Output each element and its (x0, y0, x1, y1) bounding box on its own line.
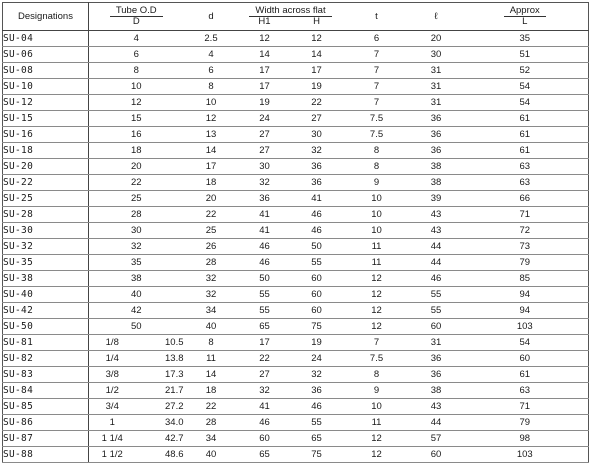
cell-d: 25 (184, 223, 239, 239)
cell-t: 10 (343, 191, 411, 207)
table-row (3, 399, 589, 415)
cell-d: 32 (184, 287, 239, 303)
cell-tube-od-inch: 3/4 (89, 399, 136, 415)
cell-l: 73 (462, 239, 589, 255)
cell-tube-od: 10 (89, 79, 184, 95)
col-d: d (184, 3, 239, 31)
cell-t: 9 (343, 175, 411, 191)
table-row (3, 319, 589, 335)
cell-designation: SU-06 (3, 47, 89, 63)
table-row (3, 351, 589, 367)
cell-ell: 43 (411, 207, 462, 223)
cell-designation: SU-87 (3, 431, 89, 447)
cell-ell: 31 (411, 95, 462, 111)
cell-h1: 65 (239, 319, 291, 335)
cell-ell: 38 (411, 159, 462, 175)
cell-designation: SU-22 (3, 175, 89, 191)
cell-tube-od: 20 (89, 159, 184, 175)
cell-h: 65 (291, 431, 343, 447)
cell-designation: SU-30 (3, 223, 89, 239)
cell-ell: 46 (411, 271, 462, 287)
cell-designation: SU-81 (3, 335, 89, 351)
cell-l: 63 (462, 175, 589, 191)
cell-t: 7 (343, 79, 411, 95)
cell-tube-od-mm: 27.2 (136, 399, 184, 415)
cell-h: 32 (291, 143, 343, 159)
cell-l: 71 (462, 399, 589, 415)
cell-designation: SU-18 (3, 143, 89, 159)
cell-designation: SU-32 (3, 239, 89, 255)
cell-t: 11 (343, 239, 411, 255)
cell-designation: SU-88 (3, 447, 89, 463)
cell-h1: 50 (239, 271, 291, 287)
cell-t: 7 (343, 47, 411, 63)
cell-l: 103 (462, 447, 589, 463)
cell-d: 40 (184, 447, 239, 463)
table-row (3, 63, 589, 79)
cell-designation: SU-35 (3, 255, 89, 271)
cell-tube-od-mm: 13.8 (136, 351, 184, 367)
cell-l: 51 (462, 47, 589, 63)
table-row (3, 127, 589, 143)
cell-tube-od-inch: 1 1/4 (89, 431, 136, 447)
cell-tube-od-inch: 1/8 (89, 335, 136, 351)
cell-designation: SU-15 (3, 111, 89, 127)
cell-d: 4 (184, 47, 239, 63)
cell-t: 12 (343, 447, 411, 463)
cell-h1: 65 (239, 447, 291, 463)
cell-h: 46 (291, 223, 343, 239)
table-row (3, 207, 589, 223)
cell-h: 55 (291, 415, 343, 431)
col-ell: ℓ (411, 3, 462, 31)
cell-designation: SU-25 (3, 191, 89, 207)
cell-h1: 17 (239, 79, 291, 95)
table-row (3, 223, 589, 239)
cell-designation: SU-83 (3, 367, 89, 383)
cell-h1: 41 (239, 399, 291, 415)
cell-designation: SU-20 (3, 159, 89, 175)
cell-ell: 31 (411, 63, 462, 79)
cell-t: 7.5 (343, 127, 411, 143)
cell-l: 71 (462, 207, 589, 223)
cell-d: 11 (184, 351, 239, 367)
col-tube-od-sub: D (89, 17, 184, 31)
cell-l: 63 (462, 159, 589, 175)
cell-d: 10 (184, 95, 239, 111)
cell-l: 79 (462, 255, 589, 271)
cell-l: 54 (462, 95, 589, 111)
cell-tube-od-inch: 1/2 (89, 383, 136, 399)
cell-h1: 41 (239, 207, 291, 223)
cell-h1: 14 (239, 47, 291, 63)
cell-h1: 24 (239, 111, 291, 127)
cell-l: 61 (462, 127, 589, 143)
table-row (3, 159, 589, 175)
cell-tube-od: 15 (89, 111, 184, 127)
cell-ell: 36 (411, 127, 462, 143)
cell-d: 20 (184, 191, 239, 207)
cell-tube-od-mm: 48.6 (136, 447, 184, 463)
cell-h: 36 (291, 175, 343, 191)
cell-h1: 46 (239, 255, 291, 271)
cell-l: 98 (462, 431, 589, 447)
cell-tube-od-mm: 21.7 (136, 383, 184, 399)
cell-h1: 12 (239, 31, 291, 47)
cell-d: 13 (184, 127, 239, 143)
cell-ell: 44 (411, 255, 462, 271)
cell-h: 55 (291, 255, 343, 271)
cell-designation: SU-84 (3, 383, 89, 399)
cell-designation: SU-28 (3, 207, 89, 223)
cell-h: 60 (291, 287, 343, 303)
cell-tube-od: 6 (89, 47, 184, 63)
cell-h1: 46 (239, 239, 291, 255)
table-row (3, 47, 589, 63)
cell-ell: 44 (411, 239, 462, 255)
cell-t: 7 (343, 63, 411, 79)
cell-h: 22 (291, 95, 343, 111)
cell-h1: 30 (239, 159, 291, 175)
cell-h: 24 (291, 351, 343, 367)
cell-ell: 60 (411, 319, 462, 335)
col-approx (462, 3, 589, 18)
cell-tube-od: 12 (89, 95, 184, 111)
cell-h: 36 (291, 383, 343, 399)
col-width-across-flat (239, 3, 343, 18)
cell-ell: 36 (411, 111, 462, 127)
cell-tube-od-mm: 34.0 (136, 415, 184, 431)
cell-h1: 32 (239, 383, 291, 399)
cell-h: 27 (291, 111, 343, 127)
cell-l: 35 (462, 31, 589, 47)
cell-t: 10 (343, 207, 411, 223)
cell-h1: 27 (239, 143, 291, 159)
cell-ell: 55 (411, 287, 462, 303)
cell-ell: 57 (411, 431, 462, 447)
cell-tube-od: 40 (89, 287, 184, 303)
cell-h1: 55 (239, 287, 291, 303)
table-row (3, 191, 589, 207)
cell-l: 72 (462, 223, 589, 239)
cell-h1: 17 (239, 335, 291, 351)
cell-d: 14 (184, 367, 239, 383)
table-row (3, 95, 589, 111)
cell-tube-od: 25 (89, 191, 184, 207)
cell-tube-od: 50 (89, 319, 184, 335)
cell-h: 60 (291, 271, 343, 287)
cell-tube-od-mm: 10.5 (136, 335, 184, 351)
cell-d: 18 (184, 175, 239, 191)
cell-d: 40 (184, 319, 239, 335)
cell-h: 19 (291, 79, 343, 95)
cell-t: 7 (343, 335, 411, 351)
cell-tube-od: 4 (89, 31, 184, 47)
cell-h1: 19 (239, 95, 291, 111)
cell-h: 60 (291, 303, 343, 319)
cell-designation: SU-38 (3, 271, 89, 287)
col-tube-od (89, 3, 184, 18)
cell-l: 54 (462, 335, 589, 351)
cell-h1: 22 (239, 351, 291, 367)
cell-h1: 36 (239, 191, 291, 207)
cell-d: 32 (184, 271, 239, 287)
cell-t: 6 (343, 31, 411, 47)
cell-h1: 32 (239, 175, 291, 191)
table-row (3, 255, 589, 271)
cell-tube-od-inch: 1 (89, 415, 136, 431)
cell-h: 41 (291, 191, 343, 207)
cell-h1: 27 (239, 367, 291, 383)
cell-designation: SU-40 (3, 287, 89, 303)
cell-l: 61 (462, 111, 589, 127)
cell-ell: 60 (411, 447, 462, 463)
cell-ell: 36 (411, 367, 462, 383)
spec-sheet (2, 2, 588, 460)
table-row (3, 415, 589, 431)
cell-h: 14 (291, 47, 343, 63)
cell-ell: 36 (411, 143, 462, 159)
cell-tube-od-mm: 42.7 (136, 431, 184, 447)
col-l: L (462, 17, 589, 31)
table-row (3, 287, 589, 303)
width-across-flat-label: Width across flat (249, 6, 331, 18)
table-row (3, 143, 589, 159)
cell-designation: SU-04 (3, 31, 89, 47)
table-row (3, 431, 589, 447)
cell-tube-od: 18 (89, 143, 184, 159)
cell-ell: 20 (411, 31, 462, 47)
cell-tube-od: 38 (89, 271, 184, 287)
cell-t: 8 (343, 143, 411, 159)
cell-h: 36 (291, 159, 343, 175)
cell-h: 46 (291, 399, 343, 415)
cell-l: 66 (462, 191, 589, 207)
cell-t: 7 (343, 95, 411, 111)
cell-t: 11 (343, 255, 411, 271)
cell-l: 79 (462, 415, 589, 431)
cell-l: 94 (462, 287, 589, 303)
approx-label: Approx (504, 6, 546, 18)
cell-h1: 55 (239, 303, 291, 319)
cell-tube-od-inch: 1 1/2 (89, 447, 136, 463)
cell-d: 28 (184, 415, 239, 431)
cell-h1: 41 (239, 223, 291, 239)
cell-h: 50 (291, 239, 343, 255)
cell-d: 6 (184, 63, 239, 79)
cell-t: 12 (343, 287, 411, 303)
cell-h: 46 (291, 207, 343, 223)
cell-t: 8 (343, 159, 411, 175)
cell-tube-od: 16 (89, 127, 184, 143)
cell-t: 12 (343, 271, 411, 287)
cell-ell: 31 (411, 79, 462, 95)
spec-table (2, 2, 589, 463)
cell-d: 28 (184, 255, 239, 271)
cell-h: 32 (291, 367, 343, 383)
cell-h1: 17 (239, 63, 291, 79)
cell-l: 61 (462, 367, 589, 383)
cell-h: 30 (291, 127, 343, 143)
cell-d: 34 (184, 303, 239, 319)
cell-l: 63 (462, 383, 589, 399)
table-row (3, 367, 589, 383)
cell-h: 19 (291, 335, 343, 351)
tube-od-label: Tube O.D (110, 6, 163, 18)
cell-tube-od: 30 (89, 223, 184, 239)
cell-h1: 60 (239, 431, 291, 447)
cell-ell: 31 (411, 335, 462, 351)
table-row (3, 239, 589, 255)
col-h1: H1 (239, 17, 291, 31)
cell-ell: 38 (411, 383, 462, 399)
cell-l: 61 (462, 143, 589, 159)
cell-designation: SU-82 (3, 351, 89, 367)
cell-l: 60 (462, 351, 589, 367)
cell-h: 75 (291, 319, 343, 335)
cell-l: 94 (462, 303, 589, 319)
cell-ell: 44 (411, 415, 462, 431)
table-row (3, 31, 589, 47)
cell-t: 10 (343, 399, 411, 415)
header-row-top (3, 3, 589, 18)
cell-designation: SU-08 (3, 63, 89, 79)
cell-l: 103 (462, 319, 589, 335)
cell-tube-od: 32 (89, 239, 184, 255)
cell-t: 12 (343, 303, 411, 319)
cell-ell: 43 (411, 223, 462, 239)
cell-d: 34 (184, 431, 239, 447)
cell-d: 17 (184, 159, 239, 175)
cell-designation: SU-86 (3, 415, 89, 431)
cell-h: 12 (291, 31, 343, 47)
cell-ell: 39 (411, 191, 462, 207)
cell-t: 9 (343, 383, 411, 399)
cell-t: 10 (343, 223, 411, 239)
cell-d: 22 (184, 399, 239, 415)
cell-designation: SU-85 (3, 399, 89, 415)
cell-d: 18 (184, 383, 239, 399)
cell-tube-od: 28 (89, 207, 184, 223)
col-t: t (343, 3, 411, 31)
cell-designation: SU-50 (3, 319, 89, 335)
cell-t: 7.5 (343, 111, 411, 127)
cell-d: 14 (184, 143, 239, 159)
cell-h: 75 (291, 447, 343, 463)
cell-l: 54 (462, 79, 589, 95)
cell-h1: 27 (239, 127, 291, 143)
col-h: H (291, 17, 343, 31)
cell-tube-od: 8 (89, 63, 184, 79)
cell-t: 8 (343, 367, 411, 383)
cell-h1: 46 (239, 415, 291, 431)
cell-d: 12 (184, 111, 239, 127)
cell-ell: 38 (411, 175, 462, 191)
cell-d: 8 (184, 79, 239, 95)
table-row (3, 79, 589, 95)
cell-ell: 36 (411, 351, 462, 367)
col-designations: Designations (3, 3, 89, 31)
cell-t: 11 (343, 415, 411, 431)
cell-tube-od: 22 (89, 175, 184, 191)
table-row (3, 447, 589, 463)
table-row (3, 271, 589, 287)
cell-l: 85 (462, 271, 589, 287)
cell-ell: 55 (411, 303, 462, 319)
table-row (3, 335, 589, 351)
cell-ell: 43 (411, 399, 462, 415)
cell-tube-od: 35 (89, 255, 184, 271)
cell-designation: SU-12 (3, 95, 89, 111)
cell-d: 2.5 (184, 31, 239, 47)
cell-tube-od-inch: 1/4 (89, 351, 136, 367)
cell-t: 12 (343, 319, 411, 335)
cell-tube-od-inch: 3/8 (89, 367, 136, 383)
cell-ell: 30 (411, 47, 462, 63)
cell-l: 52 (462, 63, 589, 79)
cell-tube-od: 42 (89, 303, 184, 319)
table-row (3, 175, 589, 191)
table-row (3, 111, 589, 127)
cell-designation: SU-10 (3, 79, 89, 95)
cell-designation: SU-16 (3, 127, 89, 143)
table-body (3, 31, 589, 463)
cell-t: 7.5 (343, 351, 411, 367)
table-row (3, 303, 589, 319)
cell-d: 22 (184, 207, 239, 223)
cell-t: 12 (343, 431, 411, 447)
header-row-sub (3, 17, 589, 31)
cell-d: 8 (184, 335, 239, 351)
cell-h: 17 (291, 63, 343, 79)
cell-designation: SU-42 (3, 303, 89, 319)
cell-tube-od-mm: 17.3 (136, 367, 184, 383)
table-row (3, 383, 589, 399)
cell-d: 26 (184, 239, 239, 255)
